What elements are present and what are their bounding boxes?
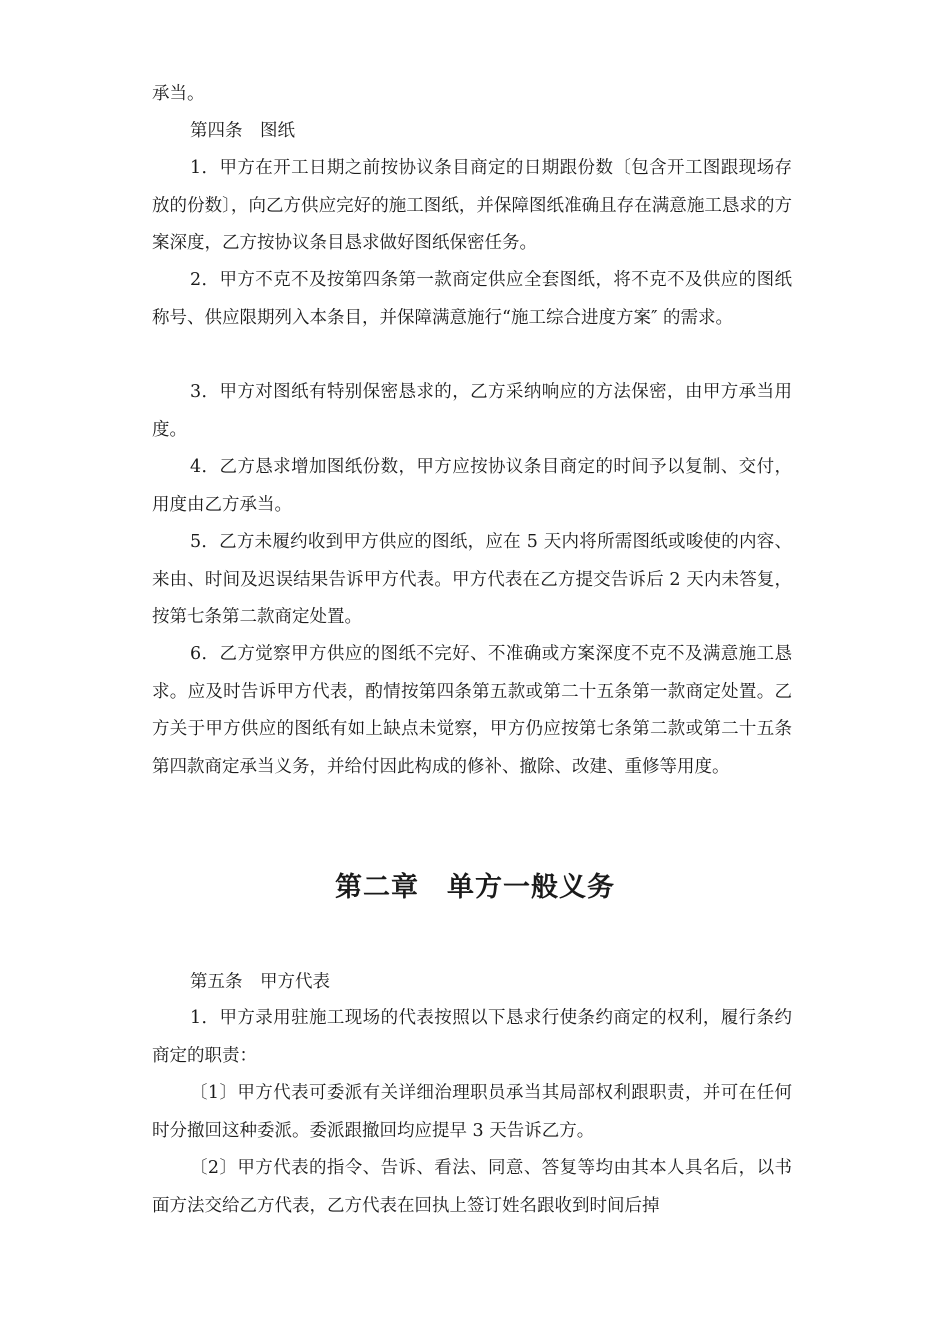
article-4-item-3: 3．甲方对图纸有特别保密恳求的，乙方采纳响应的方法保密，由甲方承当用度。: [152, 382, 792, 440]
article-4-item-4: 4．乙方恳求增加图纸份数，甲方应按协议条目商定的时间予以复制、交付，用度由乙方承当。: [152, 457, 792, 515]
continuation-line: 承当。: [152, 84, 205, 104]
article-4-item-6: 6．乙方觉察甲方供应的图纸不完好、不准确或方案深度不克不及满意施工恳求。应及时告诉甲方代表，酌情按第四条第五款或第二十五条第一款商定处置。乙方关于甲方供应的图纸有如上缺点未觉察，甲方仍应按第七条第二款或第二十五条第四款商定承当义务，并给付因此构成的修补、撤除、改建、重修等用度。: [152, 644, 792, 777]
article-4-heading: 第四条 图纸: [190, 121, 295, 141]
article-4-item-5: 5．乙方未履约收到甲方供应的图纸，应在 5 天内将所需图纸或唆使的内容、来由、时间及迟误结果告诉甲方代表。甲方代表在乙方提交告诉后 2 天内未答复，按第七条第二款商定处置。: [152, 532, 792, 627]
article-5-subitem-1: 〔1〕甲方代表可委派有关详细治理职员承当其局部权利跟职责，并可在任何时分撤回这种委派。委派跟撤回均应提早 3 天告诉乙方。: [152, 1083, 792, 1141]
article-5-heading: 第五条 甲方代表: [190, 972, 330, 992]
chapter-title: 第二章 单方一般义务: [335, 872, 615, 903]
article-5-subitem-2: 〔2〕甲方代表的指令、告诉、看法、同意、答复等均由其本人具名后，以书面方法交给乙方代表，乙方代表在回执上签订姓名跟收到时间后掉: [152, 1158, 792, 1216]
article-5-item-1: 1．甲方录用驻施工现场的代表按照以下恳求行使条约商定的权利，履行条约商定的职责：: [152, 1008, 792, 1066]
article-4-item-2: 2．甲方不克不及按第四条第一款商定供应全套图纸，将不克不及供应的图纸称号、供应限期列入本条目，并保障满意施行“施工综合进度方案″ 的需求。: [152, 270, 792, 328]
article-4-item-1: 1．甲方在开工日期之前按协议条目商定的日期跟份数〔包含开工图跟现场存放的份数〕，向乙方供应完好的施工图纸，并保障图纸准确且存在满意施工恳求的方案深度，乙方按协议条目恳求做好图纸保密任务。: [152, 158, 792, 253]
